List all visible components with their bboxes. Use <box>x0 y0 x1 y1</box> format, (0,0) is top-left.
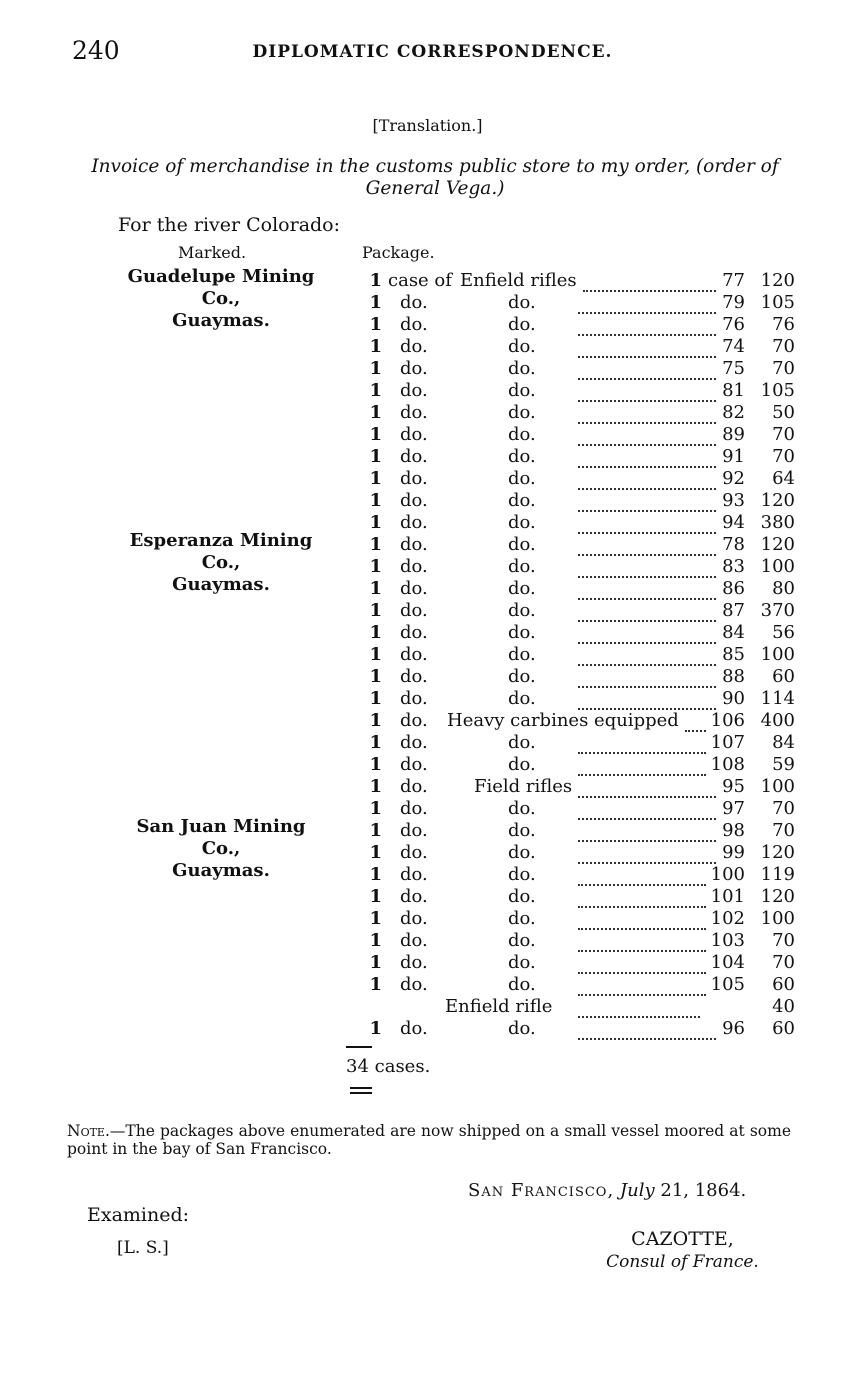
shipper-name: Esperanza Mining Co., <box>129 530 313 573</box>
marked-column-header: Marked. <box>178 243 247 262</box>
invoice-row <box>0 820 855 842</box>
row-description: do. <box>508 1018 536 1039</box>
row-count: 70 <box>772 798 795 819</box>
row-quantity: 1 <box>369 512 382 533</box>
dateline-rest: 21, 1864. <box>654 1180 747 1201</box>
row-case-number: 86 <box>722 578 745 599</box>
invoice-row <box>0 490 855 512</box>
row-description: do. <box>508 556 536 577</box>
row-description: do. <box>508 952 536 973</box>
row-quantity: 1 <box>369 688 382 709</box>
row-case-number: 94 <box>722 512 745 533</box>
row-description: do. <box>508 688 536 709</box>
running-head: DIPLOMATIC CORRESPONDENCE. <box>252 42 613 62</box>
row-count: 60 <box>772 666 795 687</box>
row-description: Enfield rifle <box>445 996 553 1017</box>
row-case-number: 74 <box>722 336 745 357</box>
row-package-unit: do. <box>400 336 428 357</box>
row-description: do. <box>508 974 536 995</box>
row-case-number: 105 <box>710 974 745 995</box>
row-count: 120 <box>760 534 795 555</box>
row-quantity: 1 <box>369 908 382 929</box>
row-description: do. <box>508 908 536 929</box>
row-package-unit: do. <box>400 754 428 775</box>
invoice-row <box>0 886 855 908</box>
row-count: 370 <box>760 600 795 621</box>
invoice-row <box>0 930 855 952</box>
invoice-row <box>0 336 855 358</box>
row-quantity: 1 <box>369 886 382 907</box>
total-cases: 34 cases. <box>346 1056 431 1077</box>
invoice-row <box>0 380 855 402</box>
invoice-row <box>0 292 855 314</box>
dateline-month: July <box>619 1180 655 1201</box>
row-quantity: 1 <box>369 864 382 885</box>
invoice-row <box>0 314 855 336</box>
seal-mark: [L. S.] <box>117 1238 169 1258</box>
row-description: do. <box>508 578 536 599</box>
row-package-unit: do. <box>400 842 428 863</box>
invoice-row <box>0 732 855 754</box>
row-count: 70 <box>772 930 795 951</box>
note-lead: Note. <box>67 1122 110 1140</box>
row-case-number: 84 <box>722 622 745 643</box>
row-description: do. <box>508 424 536 445</box>
row-description: do. <box>508 490 536 511</box>
row-quantity: 1 <box>369 270 382 291</box>
row-package-unit: do. <box>400 512 428 533</box>
row-package-unit: do. <box>400 468 428 489</box>
row-case-number: 87 <box>722 600 745 621</box>
row-package-unit: do. <box>400 424 428 445</box>
invoice-row <box>0 996 855 1018</box>
row-count: 120 <box>760 842 795 863</box>
row-description: do. <box>508 666 536 687</box>
row-case-number: 100 <box>710 864 745 885</box>
invoice-row <box>0 578 855 600</box>
row-count: 70 <box>772 336 795 357</box>
row-description: do. <box>508 820 536 841</box>
row-quantity: 1 <box>369 578 382 599</box>
dot-leader <box>578 908 706 930</box>
row-case-number: 76 <box>722 314 745 335</box>
row-count: 64 <box>772 468 795 489</box>
dateline-place: San Francisco, <box>468 1180 615 1201</box>
dot-leader <box>578 974 706 996</box>
row-package-unit: do. <box>400 732 428 753</box>
row-quantity: 1 <box>369 776 382 797</box>
row-case-number: 107 <box>710 732 745 753</box>
row-package-unit: do. <box>400 622 428 643</box>
row-quantity: 1 <box>369 468 382 489</box>
dot-leader <box>578 886 706 908</box>
dot-leader <box>578 996 700 1018</box>
row-case-number: 91 <box>722 446 745 467</box>
row-package-unit: do. <box>400 688 428 709</box>
examined-label: Examined: <box>87 1204 190 1226</box>
row-description: do. <box>508 468 536 489</box>
row-description: do. <box>508 600 536 621</box>
row-count: 105 <box>760 380 795 401</box>
row-case-number: 75 <box>722 358 745 379</box>
dot-leader <box>578 952 706 974</box>
row-case-number: 108 <box>710 754 745 775</box>
row-quantity: 1 <box>369 732 382 753</box>
row-quantity: 1 <box>369 380 382 401</box>
row-count: 56 <box>772 622 795 643</box>
invoice-row <box>0 402 855 424</box>
row-case-number: 97 <box>722 798 745 819</box>
row-case-number: 95 <box>722 776 745 797</box>
dot-leader <box>578 732 706 754</box>
dot-leader <box>578 754 706 776</box>
row-case-number: 96 <box>722 1018 745 1039</box>
row-package-unit: do. <box>400 644 428 665</box>
row-count: 70 <box>772 446 795 467</box>
row-count: 114 <box>760 688 795 709</box>
row-quantity: 1 <box>369 1018 382 1039</box>
signer-title: Consul of France. <box>606 1252 759 1272</box>
row-quantity: 1 <box>369 842 382 863</box>
note <box>67 1122 791 1158</box>
row-description: Enfield rifles <box>460 270 577 291</box>
row-package-unit: do. <box>400 710 428 731</box>
row-description: do. <box>508 512 536 533</box>
row-description: do. <box>508 534 536 555</box>
destination-subhead: For the river Colorado: <box>118 214 341 236</box>
row-package-unit: do. <box>400 820 428 841</box>
invoice-row <box>0 534 855 556</box>
row-package-unit: do. <box>400 864 428 885</box>
invoice-row <box>0 424 855 446</box>
row-count: 120 <box>760 270 795 291</box>
row-count: 120 <box>760 886 795 907</box>
row-quantity: 1 <box>369 336 382 357</box>
row-description: do. <box>508 402 536 423</box>
invoice-row <box>0 358 855 380</box>
row-count: 100 <box>760 776 795 797</box>
row-description: do. <box>508 754 536 775</box>
row-quantity: 1 <box>369 930 382 951</box>
row-quantity: 1 <box>369 314 382 335</box>
shipper-name: San Juan Mining Co., <box>136 816 306 859</box>
row-package-unit: do. <box>400 600 428 621</box>
row-case-number: 92 <box>722 468 745 489</box>
row-quantity: 1 <box>369 952 382 973</box>
row-quantity: 1 <box>369 292 382 313</box>
row-package-unit: do. <box>400 776 428 797</box>
row-case-number: 78 <box>722 534 745 555</box>
row-count: 100 <box>760 644 795 665</box>
row-case-number: 88 <box>722 666 745 687</box>
dot-leader <box>578 930 706 952</box>
row-count: 100 <box>760 556 795 577</box>
row-package-unit: do. <box>400 534 428 555</box>
row-description: do. <box>508 798 536 819</box>
row-case-number: 85 <box>722 644 745 665</box>
row-case-number: 106 <box>710 710 745 731</box>
row-case-number: 98 <box>722 820 745 841</box>
row-description: do. <box>508 314 536 335</box>
invoice-row <box>0 644 855 666</box>
package-column-header: Package. <box>362 243 435 262</box>
row-package-unit: do. <box>400 930 428 951</box>
row-package-unit: do. <box>400 292 428 313</box>
note-text: —The packages above enumerated are now shipped on a small vessel moored at some point in the bay of San Francisco. <box>67 1122 791 1158</box>
translation-note: [Translation.] <box>372 116 483 135</box>
invoice-title: Invoice of merchandise in the customs public store to my order, (order of General Vega.) <box>91 156 779 199</box>
row-quantity: 1 <box>369 402 382 423</box>
row-count: 105 <box>760 292 795 313</box>
row-quantity: 1 <box>369 622 382 643</box>
row-quantity: 1 <box>369 666 382 687</box>
shipper-place: Guaymas. <box>172 860 270 881</box>
shipper-name: Guadelupe Mining Co., <box>127 266 315 309</box>
invoice-row <box>0 622 855 644</box>
signer-name: CAZOTTE, <box>631 1228 734 1250</box>
page-number: 240 <box>72 36 120 65</box>
row-case-number: 79 <box>722 292 745 313</box>
invoice-row <box>0 974 855 996</box>
row-quantity: 1 <box>369 600 382 621</box>
invoice-row <box>0 864 855 886</box>
row-count: 70 <box>772 952 795 973</box>
invoice-row <box>0 776 855 798</box>
row-package-unit: do. <box>400 446 428 467</box>
total-rule <box>346 1046 372 1048</box>
row-package-unit: do. <box>400 908 428 929</box>
row-count: 60 <box>772 1018 795 1039</box>
shipper-place: Guaymas. <box>172 310 270 331</box>
row-description: do. <box>508 732 536 753</box>
invoice-row <box>0 754 855 776</box>
invoice-row <box>0 446 855 468</box>
row-quantity: 1 <box>369 534 382 555</box>
row-quantity: 1 <box>369 974 382 995</box>
row-quantity: 1 <box>369 710 382 731</box>
invoice-row <box>0 468 855 490</box>
row-description: do. <box>508 380 536 401</box>
row-count: 60 <box>772 974 795 995</box>
row-description: Heavy carbines equipped <box>447 710 679 731</box>
row-description: do. <box>508 842 536 863</box>
row-quantity: 1 <box>369 556 382 577</box>
row-case-number: 101 <box>710 886 745 907</box>
invoice-row <box>0 666 855 688</box>
row-count: 400 <box>760 710 795 731</box>
row-case-number: 81 <box>722 380 745 401</box>
row-description: do. <box>508 644 536 665</box>
total-double-rule <box>350 1087 372 1089</box>
row-case-number: 77 <box>722 270 745 291</box>
row-quantity: 1 <box>369 446 382 467</box>
row-package-unit: do. <box>400 490 428 511</box>
row-package-unit: do. <box>400 556 428 577</box>
row-quantity: 1 <box>369 424 382 445</box>
row-description: do. <box>508 886 536 907</box>
invoice-row <box>0 600 855 622</box>
row-description: do. <box>508 336 536 357</box>
row-description: do. <box>508 930 536 951</box>
row-quantity: 1 <box>369 820 382 841</box>
row-count: 80 <box>772 578 795 599</box>
row-case-number: 104 <box>710 952 745 973</box>
dateline <box>468 1180 746 1201</box>
row-package-unit: do. <box>400 578 428 599</box>
row-count: 76 <box>772 314 795 335</box>
row-package-unit: do. <box>400 886 428 907</box>
row-package-unit: do. <box>400 666 428 687</box>
row-description: Field rifles <box>474 776 573 797</box>
row-quantity: 1 <box>369 490 382 511</box>
row-count: 119 <box>760 864 795 885</box>
row-package-unit: do. <box>400 314 428 335</box>
row-count: 50 <box>772 402 795 423</box>
row-case-number: 90 <box>722 688 745 709</box>
invoice-row <box>0 270 855 292</box>
invoice-row <box>0 798 855 820</box>
row-count: 120 <box>760 490 795 511</box>
row-package-unit: case of <box>388 270 452 291</box>
invoice-row <box>0 1018 855 1040</box>
invoice-row <box>0 842 855 864</box>
row-package-unit: do. <box>400 952 428 973</box>
invoice-row <box>0 908 855 930</box>
row-count: 70 <box>772 424 795 445</box>
invoice-row <box>0 688 855 710</box>
row-description: do. <box>508 622 536 643</box>
row-package-unit: do. <box>400 974 428 995</box>
row-package-unit: do. <box>400 1018 428 1039</box>
row-quantity: 1 <box>369 644 382 665</box>
row-package-unit: do. <box>400 358 428 379</box>
row-case-number: 99 <box>722 842 745 863</box>
row-count: 380 <box>760 512 795 533</box>
row-description: do. <box>508 446 536 467</box>
row-case-number: 103 <box>710 930 745 951</box>
invoice-row <box>0 556 855 578</box>
row-count: 84 <box>772 732 795 753</box>
row-count: 100 <box>760 908 795 929</box>
row-count: 59 <box>772 754 795 775</box>
row-count: 70 <box>772 820 795 841</box>
invoice-row <box>0 512 855 534</box>
row-count: 40 <box>772 996 795 1017</box>
row-quantity: 1 <box>369 754 382 775</box>
row-description: do. <box>508 292 536 313</box>
row-package-unit: do. <box>400 402 428 423</box>
row-package-unit: do. <box>400 380 428 401</box>
row-package-unit: do. <box>400 798 428 819</box>
row-quantity: 1 <box>369 358 382 379</box>
row-case-number: 93 <box>722 490 745 511</box>
row-description: do. <box>508 358 536 379</box>
row-description: do. <box>508 864 536 885</box>
invoice-row <box>0 710 855 732</box>
row-case-number: 102 <box>710 908 745 929</box>
invoice-row <box>0 952 855 974</box>
row-case-number: 83 <box>722 556 745 577</box>
row-case-number: 89 <box>722 424 745 445</box>
row-case-number: 82 <box>722 402 745 423</box>
shipper-place: Guaymas. <box>172 574 270 595</box>
row-count: 70 <box>772 358 795 379</box>
row-quantity: 1 <box>369 798 382 819</box>
dot-leader <box>578 864 706 886</box>
